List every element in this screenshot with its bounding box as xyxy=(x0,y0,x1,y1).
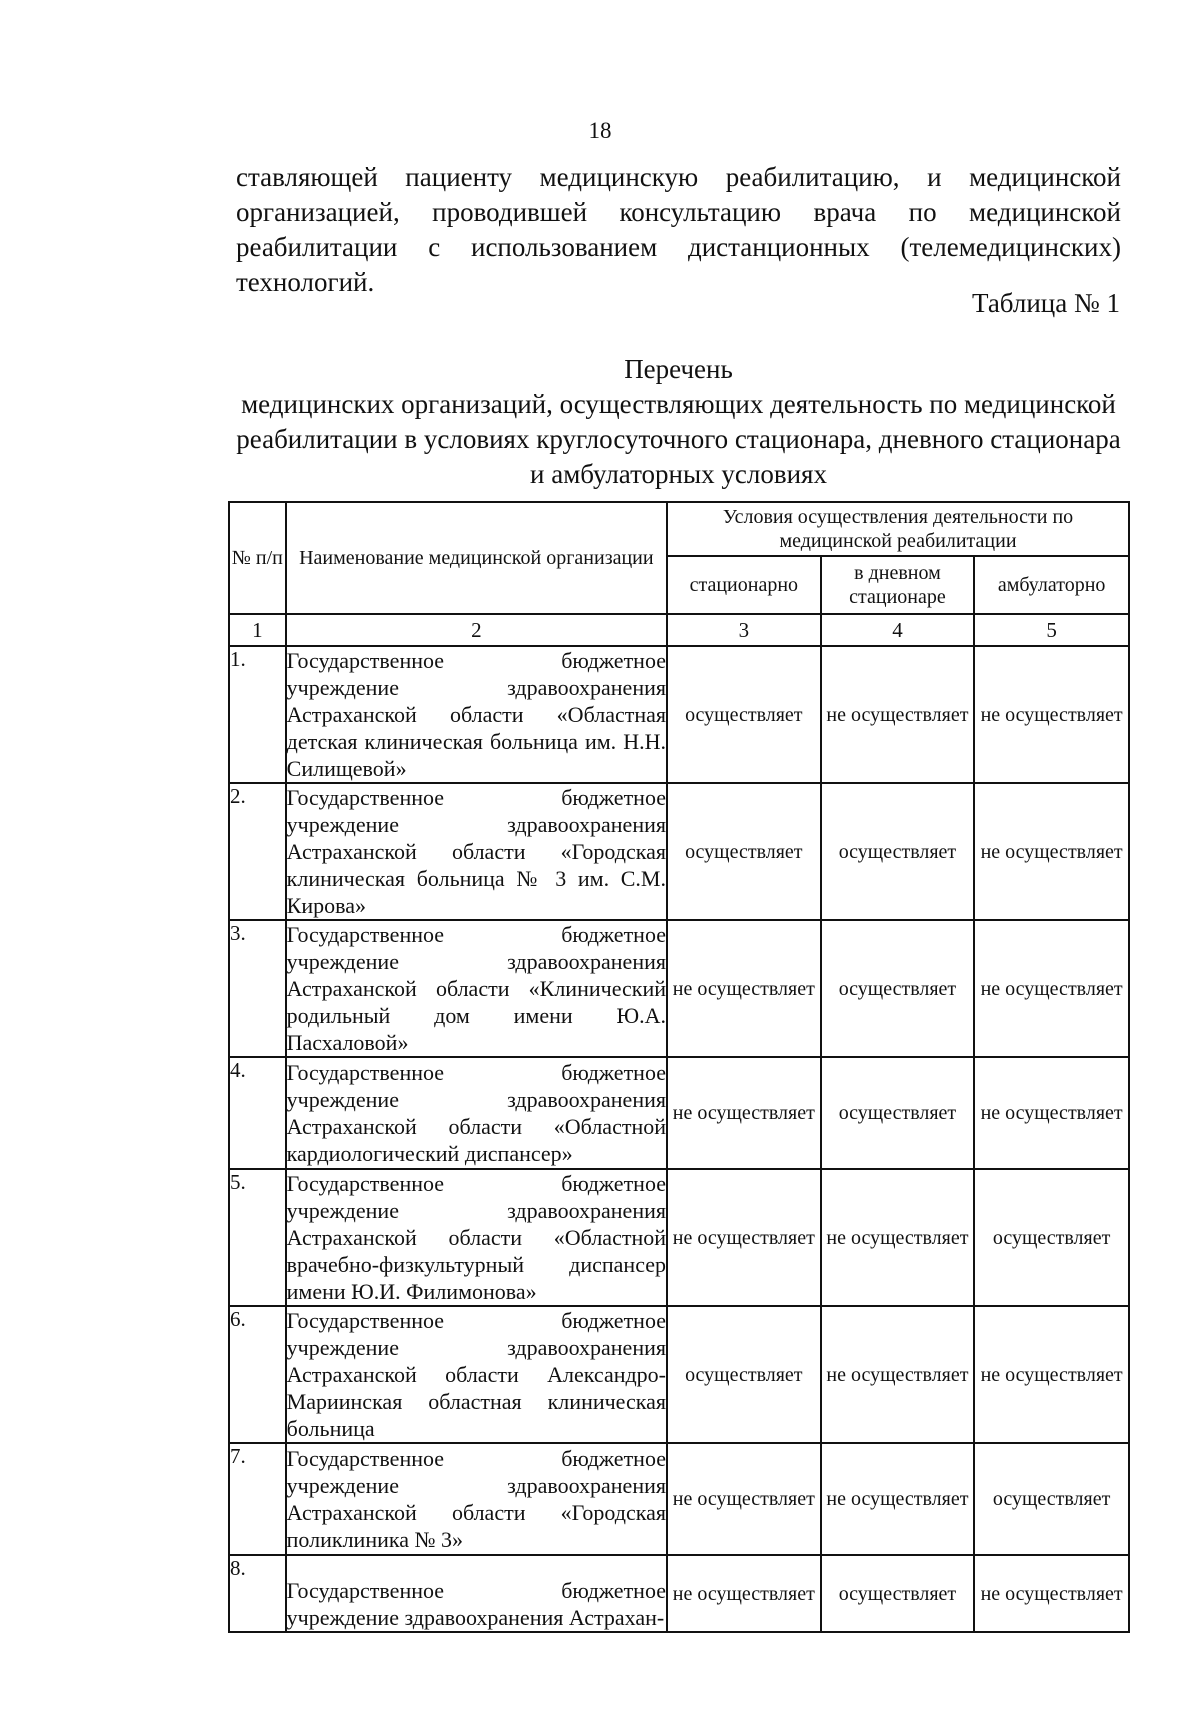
outpatient-status: не осуществляет xyxy=(974,783,1129,920)
column-number: 1 xyxy=(229,614,286,646)
table-row xyxy=(229,1306,1129,1443)
inpatient-status: осуществляет xyxy=(667,1306,821,1443)
row-number: 4. xyxy=(229,1057,286,1169)
intro-paragraph xyxy=(236,160,1121,300)
intro-text: ставляющей пациенту медицинскую реабилитацию, и медицинской организацией, проводившей консультацию врача по медицинской реабилитации с использованием дистанционных (телемедицинских) технологий. xyxy=(236,162,1121,297)
day-hospital-status: осуществляет xyxy=(821,783,975,920)
organization-name: Государственное бюджетное учреждение здравоохранения Астраханской области «Городская поликлиника № 3» xyxy=(286,1443,667,1555)
day-hospital-status: осуществляет xyxy=(821,1555,975,1632)
table-row xyxy=(229,1443,1129,1555)
organization-name: Государственное бюджетное учреждение здравоохранения Астраханской области «Клинический родильный дом имени Ю.А. Пасхаловой» xyxy=(286,922,666,1055)
row-number: 8. xyxy=(229,1555,286,1632)
outpatient-status: не осуществляет xyxy=(974,1057,1129,1169)
table-row xyxy=(229,1057,1129,1169)
title-line: медицинских организаций, осуществляющих деятельность по медицинской xyxy=(241,389,1116,419)
table-row xyxy=(229,783,1129,920)
row-number: 6. xyxy=(229,1306,286,1443)
table-label: Таблица № 1 xyxy=(972,288,1120,318)
inpatient-status: не осуществляет xyxy=(667,1057,821,1169)
organization-name: Государственное бюджетное учреждение здравоохранения Астраханской области «Областной кардиологический диспансер» xyxy=(286,1057,667,1169)
day-hospital-status: не осуществляет xyxy=(821,1169,975,1306)
inpatient-status: осуществляет xyxy=(667,646,821,783)
column-numbers-row xyxy=(229,614,1129,646)
inpatient-status: осуществляет xyxy=(667,783,821,920)
row-number: 3. xyxy=(229,920,286,1057)
inpatient-status: не осуществляет xyxy=(667,920,821,1057)
organization-name: Государственное бюджетное учреждение здравоохранения Астраханской области «Городская клиническая больница № 3 им. С.М. Кирова» xyxy=(286,785,666,918)
header-number: № п/п xyxy=(229,502,286,614)
table-row xyxy=(229,1555,1129,1632)
inpatient-status: не осуществляет xyxy=(667,1169,821,1306)
organization-name: Государственное бюджетное учреждение здравоохранения Астраханской области «Областная детская клиническая больница им. Н.Н. Силищевой» xyxy=(286,648,666,781)
page-number: 18 xyxy=(588,118,612,143)
outpatient-status: не осуществляет xyxy=(974,1306,1129,1443)
title-line: Перечень xyxy=(624,354,733,384)
title-line: реабилитации в условиях круглосуточного стационара, дневного стационара xyxy=(236,424,1121,454)
title-line: и амбулаторных условиях xyxy=(530,459,827,489)
row-number: 2. xyxy=(229,783,286,920)
day-hospital-status: не осуществляет xyxy=(821,1443,975,1555)
row-number: 5. xyxy=(229,1169,286,1306)
table-row xyxy=(229,920,1129,1057)
header-row xyxy=(229,502,1129,556)
day-hospital-status: не осуществляет xyxy=(821,646,975,783)
organization-name: Государственное бюджетное учреждение здравоохранения Астрахан- xyxy=(286,1555,667,1632)
header-inpatient: стационарно xyxy=(667,556,821,614)
table-row xyxy=(229,1169,1129,1306)
column-number: 3 xyxy=(667,614,821,646)
organizations-table xyxy=(228,501,1130,1633)
outpatient-status: осуществляет xyxy=(974,1169,1129,1306)
day-hospital-status: осуществляет xyxy=(821,920,975,1057)
outpatient-status: не осуществляет xyxy=(974,920,1129,1057)
row-number: 1. xyxy=(229,646,286,783)
outpatient-status: не осуществляет xyxy=(974,1555,1129,1632)
inpatient-status: не осуществляет xyxy=(667,1555,821,1632)
column-number: 5 xyxy=(974,614,1129,646)
table-title xyxy=(236,352,1121,492)
day-hospital-status: осуществляет xyxy=(821,1057,975,1169)
header-outpatient: амбулаторно xyxy=(974,556,1129,614)
column-number: 4 xyxy=(821,614,975,646)
table-row xyxy=(229,646,1129,783)
organization-name: Государственное бюджетное учреждение здравоохранения Астраханской области Александро-Мариинская областная клиническая больница xyxy=(286,1308,666,1441)
outpatient-status: осуществляет xyxy=(974,1443,1129,1555)
inpatient-status: не осуществляет xyxy=(667,1443,821,1555)
day-hospital-status: не осуществляет xyxy=(821,1306,975,1443)
organization-name: Государственное бюджетное учреждение здравоохранения Астраханской области «Областной врачебно-физкультурный диспансер имени Ю.И. Филимонова» xyxy=(286,1171,666,1304)
header-day-hospital: в дневном стационаре xyxy=(821,556,975,614)
column-number: 2 xyxy=(286,614,667,646)
outpatient-status: не осуществляет xyxy=(974,646,1129,783)
row-number: 7. xyxy=(229,1443,286,1555)
header-conditions: Условия осуществления деятельности по медицинской реабилитации xyxy=(667,502,1129,556)
header-name: Наименование медицинской организации xyxy=(286,502,667,614)
